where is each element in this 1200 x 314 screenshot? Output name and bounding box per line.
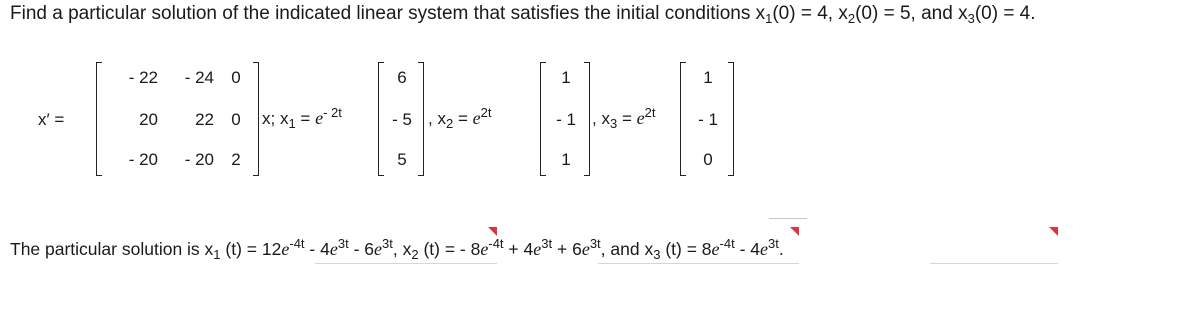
problem-ic-2: (0) = 5, and x bbox=[855, 3, 968, 24]
x3-label: x bbox=[601, 109, 610, 128]
e-symbol: e bbox=[636, 108, 645, 128]
matrix-cell: 20 bbox=[139, 110, 158, 129]
problem-ic-1: (0) = 4, x bbox=[772, 3, 848, 24]
matrix-cell: - 20 bbox=[184, 150, 214, 169]
x2-sub: 2 bbox=[445, 116, 454, 131]
problem-statement bbox=[10, 3, 1036, 25]
answer-x3-paren: (t) = bbox=[665, 239, 697, 259]
x3-exponent: 2t bbox=[644, 105, 656, 120]
v2-cell: 1 bbox=[561, 150, 571, 169]
answer-x3-sub: 3 bbox=[653, 247, 661, 262]
answer-x1-paren: (t) = bbox=[225, 239, 258, 259]
problem-sub-1: 1 bbox=[765, 11, 773, 26]
lhs-x-prime: x′ = bbox=[38, 110, 65, 129]
problem-sub-2: 2 bbox=[847, 11, 856, 26]
x3-definition bbox=[592, 105, 656, 131]
answer-x1-sub: 1 bbox=[213, 247, 221, 262]
equals-sign: = bbox=[621, 109, 632, 128]
answer-line bbox=[10, 236, 784, 262]
answer-end: . bbox=[778, 239, 784, 259]
v3-cell: - 1 bbox=[698, 110, 718, 129]
x1-definition bbox=[262, 105, 342, 131]
x1-incorrect-flag bbox=[488, 227, 497, 236]
x3-answer-value[interactable]: $8e^{-4t} - 4e^{3t}$ bbox=[701, 236, 779, 259]
problem-text: Find a particular solution of the indicated linear system that satisfies the initial conditions x bbox=[10, 3, 766, 24]
comma: , bbox=[592, 109, 597, 128]
v3-left-bracket bbox=[680, 62, 686, 176]
equals-sign: = bbox=[300, 109, 311, 128]
v1-cell: 6 bbox=[397, 68, 407, 87]
equals-sign: = bbox=[457, 109, 468, 128]
matrix-right-bracket bbox=[253, 62, 259, 176]
v1-cell: - 5 bbox=[392, 110, 412, 129]
answer-x2-sub: 2 bbox=[411, 247, 419, 262]
x2-answer-value[interactable]: - $8e^{-4t} + 4e^{3t} + 6e^{3t}$ bbox=[459, 236, 601, 259]
x2-incorrect-flag bbox=[790, 227, 799, 236]
x1-answer-value[interactable]: $12e^{-4t} - 4e^{3t} - 6e^{3t}$ bbox=[261, 236, 393, 259]
v2-cell: 1 bbox=[561, 68, 571, 87]
matrix-cell: - 20 bbox=[128, 150, 158, 169]
x1-sub: 1 bbox=[288, 116, 296, 131]
matrix-cell: 0 bbox=[231, 110, 241, 129]
matrix-cell: - 22 bbox=[128, 68, 158, 87]
e-symbol: e bbox=[315, 108, 324, 128]
answer-label: The particular solution is x bbox=[10, 239, 214, 259]
x2-exponent: 2t bbox=[480, 105, 492, 120]
problem-sub-3: 3 bbox=[967, 11, 975, 26]
x3-incorrect-flag bbox=[1049, 227, 1058, 236]
v3-cell: 0 bbox=[703, 150, 713, 169]
x2-label: x bbox=[437, 109, 446, 128]
matrix-cell: 0 bbox=[231, 68, 241, 87]
answer-x3-prefix: , and x bbox=[600, 239, 654, 259]
e-symbol: e bbox=[472, 108, 481, 128]
matrix-cell: - 24 bbox=[184, 68, 214, 87]
problem-ic-3: (0) = 4. bbox=[974, 3, 1036, 24]
x2-definition bbox=[428, 105, 492, 131]
after-matrix-text: x; x bbox=[262, 109, 289, 128]
v2-cell: - 1 bbox=[556, 110, 576, 129]
v1-cell: 5 bbox=[397, 150, 407, 169]
matrix-left-bracket bbox=[96, 62, 102, 176]
matrix-cell: 22 bbox=[195, 110, 214, 129]
x3-sub: 3 bbox=[609, 116, 618, 131]
matrix-cell: 2 bbox=[231, 150, 241, 169]
x3-answer-field[interactable] bbox=[930, 235, 1058, 264]
v3-right-bracket bbox=[728, 62, 734, 176]
divider bbox=[769, 218, 807, 219]
answer-x2-prefix: , x bbox=[392, 239, 412, 259]
comma: , bbox=[428, 109, 433, 128]
x1-exponent: - 2t bbox=[323, 105, 342, 120]
v3-cell: 1 bbox=[703, 68, 713, 87]
answer-x2-paren: (t) = bbox=[423, 239, 456, 259]
